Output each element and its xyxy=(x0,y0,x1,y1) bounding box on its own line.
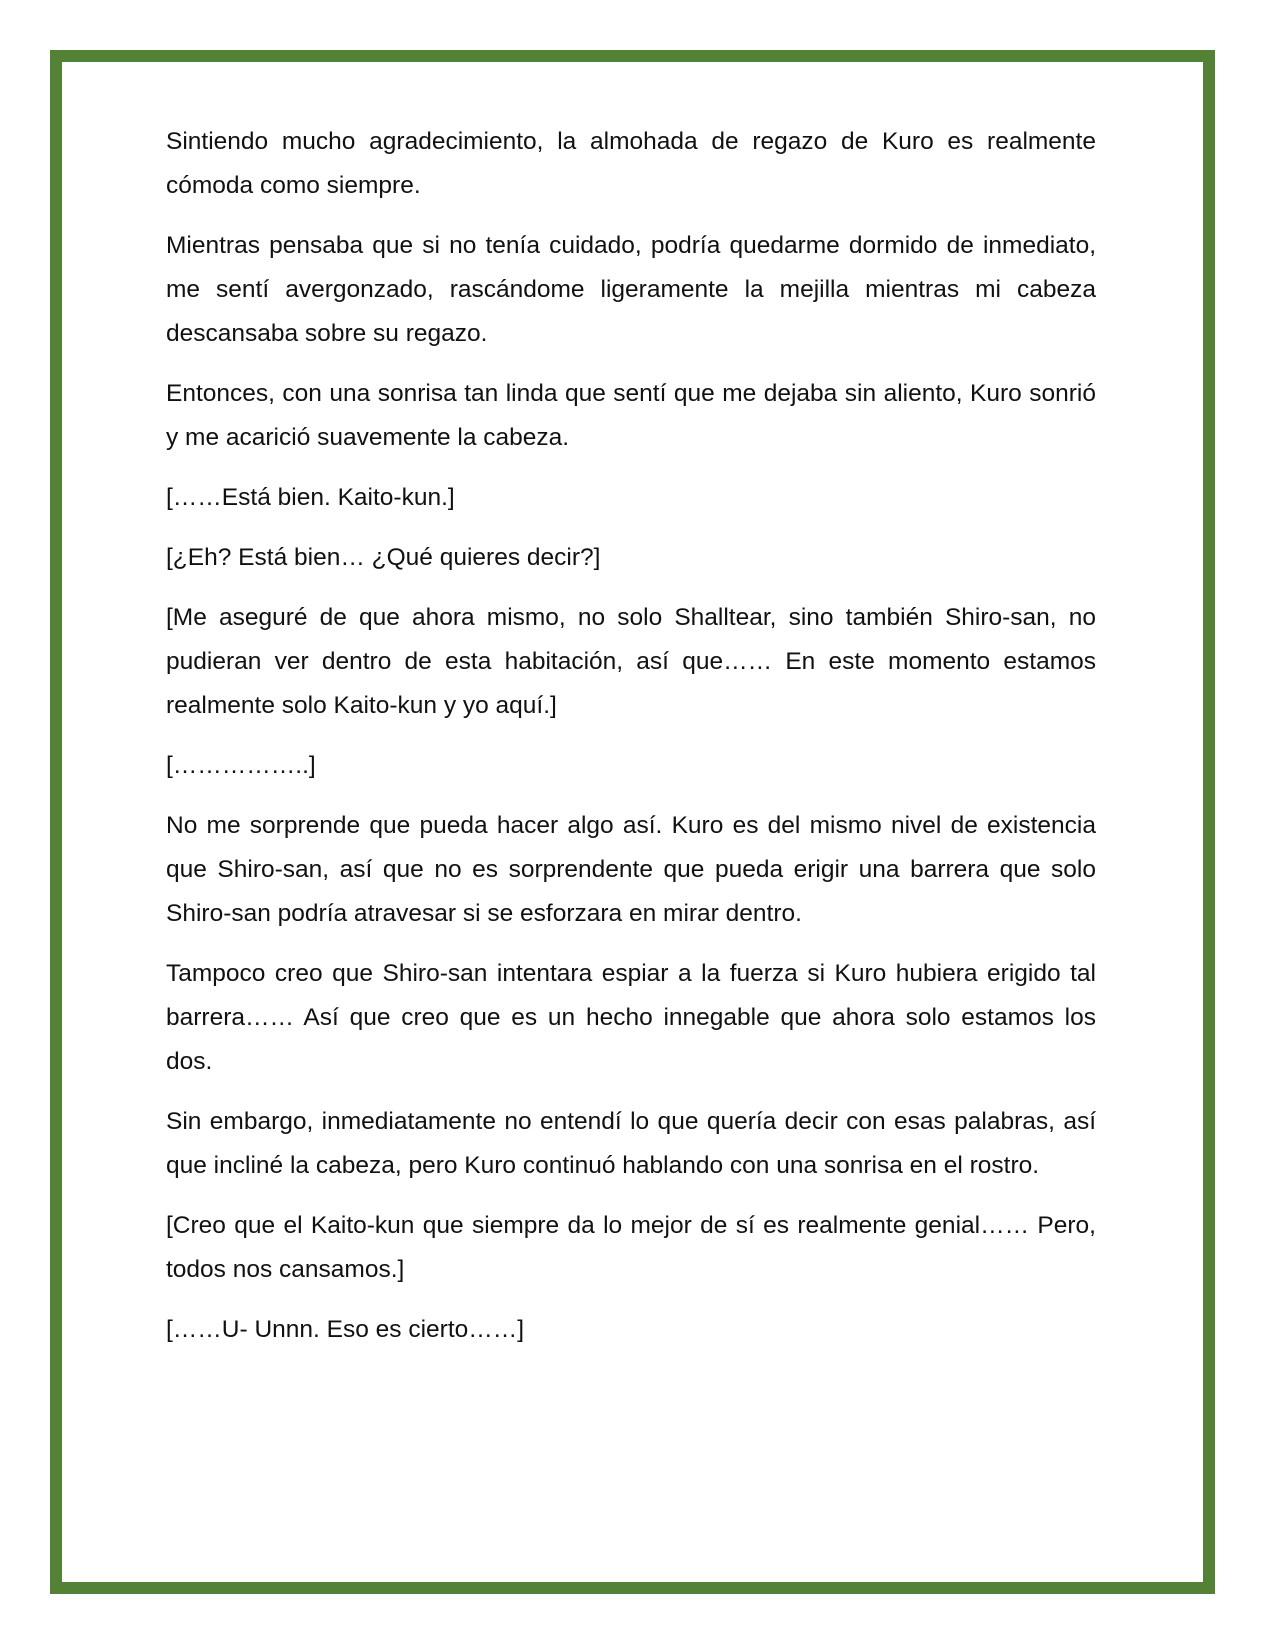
document-body xyxy=(166,120,1096,1368)
dialogue-line: [……U- Unnn. Eso es cierto……] xyxy=(166,1316,525,1343)
paragraph: Sin embargo, inmediatamente no entendí lo que quería decir con esas palabras, así que incliné la cabeza, pero Kuro continuó hablando con una sonrisa en el rostro. xyxy=(166,1108,1096,1179)
dialogue-line: [Creo que el Kaito-kun que siempre da lo mejor de sí es realmente genial…… Pero, todos nos cansamos.] xyxy=(166,1212,1096,1283)
paragraph: Mientras pensaba que si no tenía cuidado, podría quedarme dormido de inmediato, me sentí avergonzado, rascándome ligeramente la mejilla mientras mi cabeza descansaba sobre su regazo. xyxy=(166,232,1096,347)
dialogue-line: [……Está bien. Kaito-kun.] xyxy=(166,484,455,511)
paragraph: Tampoco creo que Shiro-san intentara espiar a la fuerza si Kuro hubiera erigido tal barrera…… Así que creo que es un hecho innegable que ahora solo estamos los dos. xyxy=(166,960,1096,1075)
dialogue-line: [¿Eh? Está bien… ¿Qué quieres decir?] xyxy=(166,544,601,571)
paragraph: Entonces, con una sonrisa tan linda que sentí que me dejaba sin aliento, Kuro sonrió y me acarició suavemente la cabeza. xyxy=(166,380,1096,451)
dialogue-line: [Me aseguré de que ahora mismo, no solo Shalltear, sino también Shiro-san, no pudieran ver dentro de esta habitación, así que…… En este momento estamos realmente solo Kaito-kun y yo aquí.] xyxy=(166,604,1096,719)
dialogue-line: [……………..] xyxy=(166,752,316,779)
paragraph: No me sorprende que pueda hacer algo así. Kuro es del mismo nivel de existencia que Shiro-san, así que no es sorprendente que pueda erigir una barrera que solo Shiro-san podría atravesar si se esforzara en mirar dentro. xyxy=(166,812,1096,927)
paragraph: Sintiendo mucho agradecimiento, la almohada de regazo de Kuro es realmente cómoda como siempre. xyxy=(166,128,1096,199)
